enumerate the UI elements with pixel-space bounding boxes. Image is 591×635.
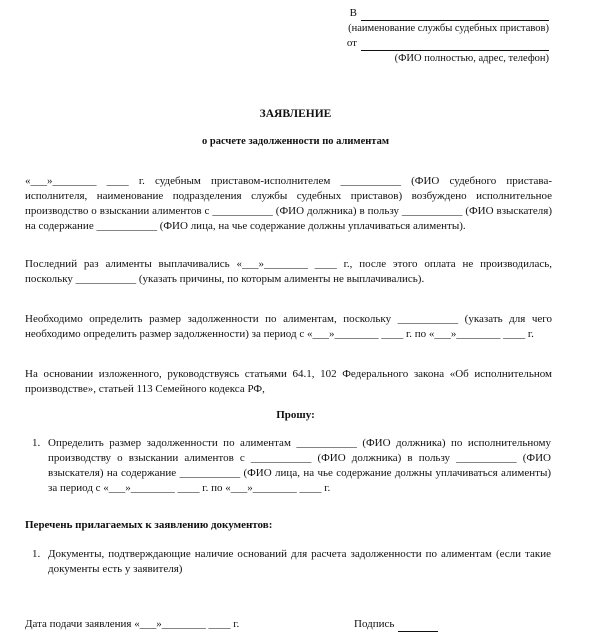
signature-footer [25, 617, 552, 632]
attachments-heading: Перечень прилагаемых к заявлению документов: [25, 519, 273, 531]
addressee-line [309, 6, 549, 21]
list-number: 1. [32, 437, 41, 449]
document-title: ЗАЯВЛЕНИЕ [259, 108, 332, 120]
signature-label: Подпись [354, 618, 395, 630]
to-caption: (наименование службы судебных приставов) [348, 23, 549, 34]
to-label: В [349, 7, 357, 19]
from-blank [361, 38, 549, 51]
request-item [32, 436, 551, 496]
signature-block [354, 617, 438, 632]
paragraph-text: Необходимо определить размер задолженности по алиментам, поскольку ___________ (указать для чего необходимо определить размер задолженности) за период с «___»________ ____ г. по «___»________ ____ г. [25, 313, 552, 340]
signature-line [398, 619, 438, 632]
list-item-text: Документы, подтверждающие наличие оснований для расчета задолженности по алиментам (если такие документы есть у заявителя) [48, 548, 551, 575]
attachment-item [32, 547, 551, 577]
paragraph-text: «___»________ ____ г. судебным приставом-исполнителем ___________ (ФИО судебного пристава-исполнителя, наименование подразделения службы судебных приставов) возбуждено исполнительное производство о взыскании алиментов с ___________ (ФИО должника) в пользу ___________ (ФИО взыскателя) на содержание ___________ (ФИО лица, на чье содержание должны уплачиваться алименты). [25, 175, 552, 232]
sender-line [309, 36, 549, 51]
paragraph-text: Последний раз алименты выплачивались «___»________ ____ г., после этого оплата не производилась, поскольку ___________ (указать причины, по которым алименты не выплачивались). [25, 258, 552, 285]
to-blank [361, 8, 549, 21]
submission-date: Дата подачи заявления «___»________ ____ г. [25, 618, 240, 630]
paragraph-text: На основании изложенного, руководствуясь статьями 64.1, 102 Федерального закона «Об исполнительном производстве», статьей 113 Семейного кодекса РФ, [25, 368, 552, 395]
request-heading: Прошу: [276, 409, 315, 421]
paragraph-last-payment [25, 257, 552, 287]
addressee-block [309, 6, 549, 66]
from-label: от [346, 37, 357, 49]
paragraph-grounds [25, 367, 552, 397]
list-item-text: Определить размер задолженности по алиментам ___________ (ФИО должника) по исполнительному производству о взыскании алиментов с ___________ (ФИО должника) в пользу ___________ (ФИО взыскателя) на содержание ___________ (ФИО лица, на чье содержание должны уплачиваться алименты) за период с «___»________ ____ г. по «___»________ ____ г. [48, 437, 551, 494]
list-number: 1. [32, 548, 41, 560]
paragraph-initiation [25, 174, 552, 234]
paragraph-reason [25, 312, 552, 342]
from-caption: (ФИО полностью, адрес, телефон) [394, 53, 549, 64]
document-subtitle: о расчете задолженности по алиментам [202, 136, 389, 147]
